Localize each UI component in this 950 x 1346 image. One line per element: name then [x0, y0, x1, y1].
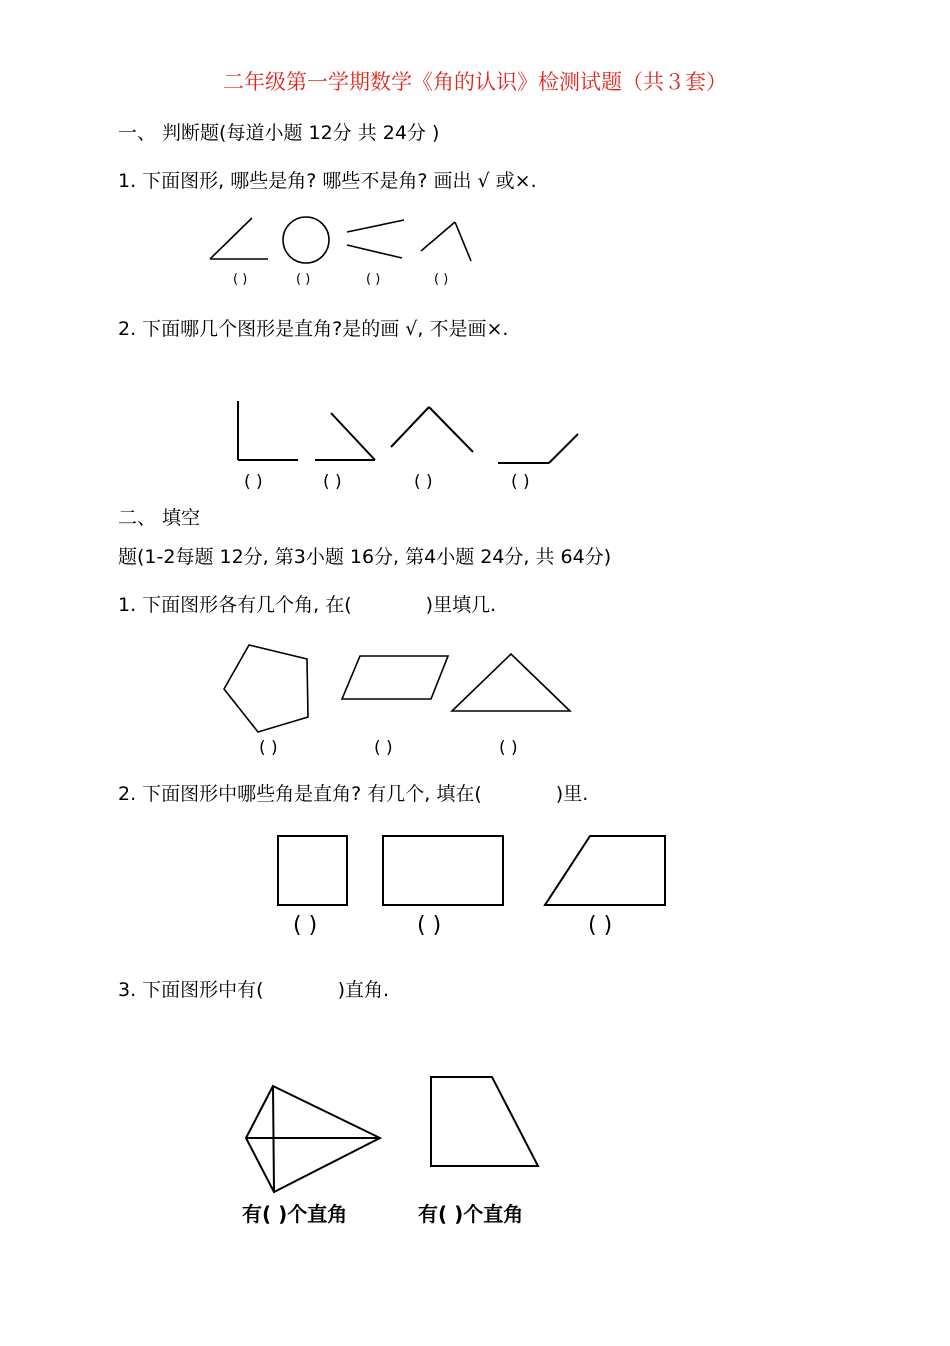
s1-q2-figure-right-angle	[238, 401, 298, 460]
s2-q3-text-after: )直角.	[337, 979, 390, 1001]
s1-q1-answer-1[interactable]: ( )	[233, 272, 248, 287]
s2-q2-answer-3[interactable]: ( )	[588, 913, 613, 938]
s2-q2-figure-rectangle	[383, 836, 503, 905]
s2-q3-figure-right-trapezoid	[431, 1077, 538, 1166]
s1-q2-answer-1[interactable]: ( )	[244, 472, 263, 492]
s1-q2-answer-4[interactable]: ( )	[511, 472, 530, 492]
s1-q1-answer-3[interactable]: ( )	[366, 272, 381, 287]
s2-q2-text-after: )里.	[555, 783, 589, 805]
s2-q2-answer-1[interactable]: ( )	[293, 913, 318, 938]
s2-q1-figure-pentagon	[224, 645, 308, 732]
s1-q2-text: 2. 下面哪几个图形是直角?是的画 √, 不是画×.	[118, 318, 509, 340]
s2-q3-text-before: 3. 下面图形中有(	[118, 979, 264, 1001]
s2-q1-text-before: 1. 下面图形各有几个角, 在(	[118, 594, 352, 616]
s1-q2-figure-acute-angle	[315, 413, 375, 460]
s2-q1-text-after: )里填几.	[425, 594, 497, 616]
s1-q1-figure-peak	[421, 222, 471, 261]
s1-q1-figure-circle	[283, 217, 329, 263]
s1-q2-answer-3[interactable]: ( )	[414, 472, 433, 492]
s2-q2-text	[118, 779, 588, 806]
s2-q2-figure-trapezoid	[545, 836, 665, 905]
s1-q1-figure-angle	[210, 218, 268, 259]
s2-q3-caption-2: 有( )个直角	[418, 1202, 524, 1226]
s2-q2-figure-square	[278, 836, 347, 905]
page-title: 二年级第一学期数学《角的认识》检测试题（共３套）	[223, 70, 727, 94]
s2-q3-figure-kite	[246, 1086, 380, 1192]
section1-heading: 一、 判断题(每道小题 12分 共 24分 )	[118, 122, 440, 144]
s1-q1-figure-open-lines	[347, 220, 404, 258]
s1-q1-answer-4[interactable]: ( )	[434, 272, 449, 287]
s2-q3-text	[118, 975, 389, 1002]
s1-q2-figure-obtuse-angle	[498, 434, 578, 463]
s2-q1-answer-3[interactable]: ( )	[499, 738, 518, 758]
s1-q2-answer-2[interactable]: ( )	[323, 472, 342, 492]
s1-q1-text: 1. 下面图形, 哪些是角? 哪些不是角? 画出 √ 或×.	[118, 170, 537, 192]
s2-q3-caption-1: 有( )个直角	[242, 1202, 348, 1226]
s2-q2-text-before: 2. 下面图形中哪些角是直角? 有几个, 填在(	[118, 783, 482, 805]
s2-q1-answer-2[interactable]: ( )	[374, 738, 393, 758]
section2-heading: 二、 填空	[118, 507, 201, 529]
s2-q2-answer-2[interactable]: ( )	[417, 913, 442, 938]
s2-q1-answer-1[interactable]: ( )	[259, 738, 278, 758]
section2-subheading: 题(1-2每题 12分, 第3小题 16分, 第4小题 24分, 共 64分)	[118, 546, 612, 568]
s2-q1-text	[118, 590, 496, 617]
s1-q1-answer-2[interactable]: ( )	[296, 272, 311, 287]
s1-q2-figure-peak-angle	[391, 407, 473, 452]
s2-q1-figure-parallelogram	[342, 656, 448, 699]
s2-q1-figure-triangle	[452, 654, 570, 711]
